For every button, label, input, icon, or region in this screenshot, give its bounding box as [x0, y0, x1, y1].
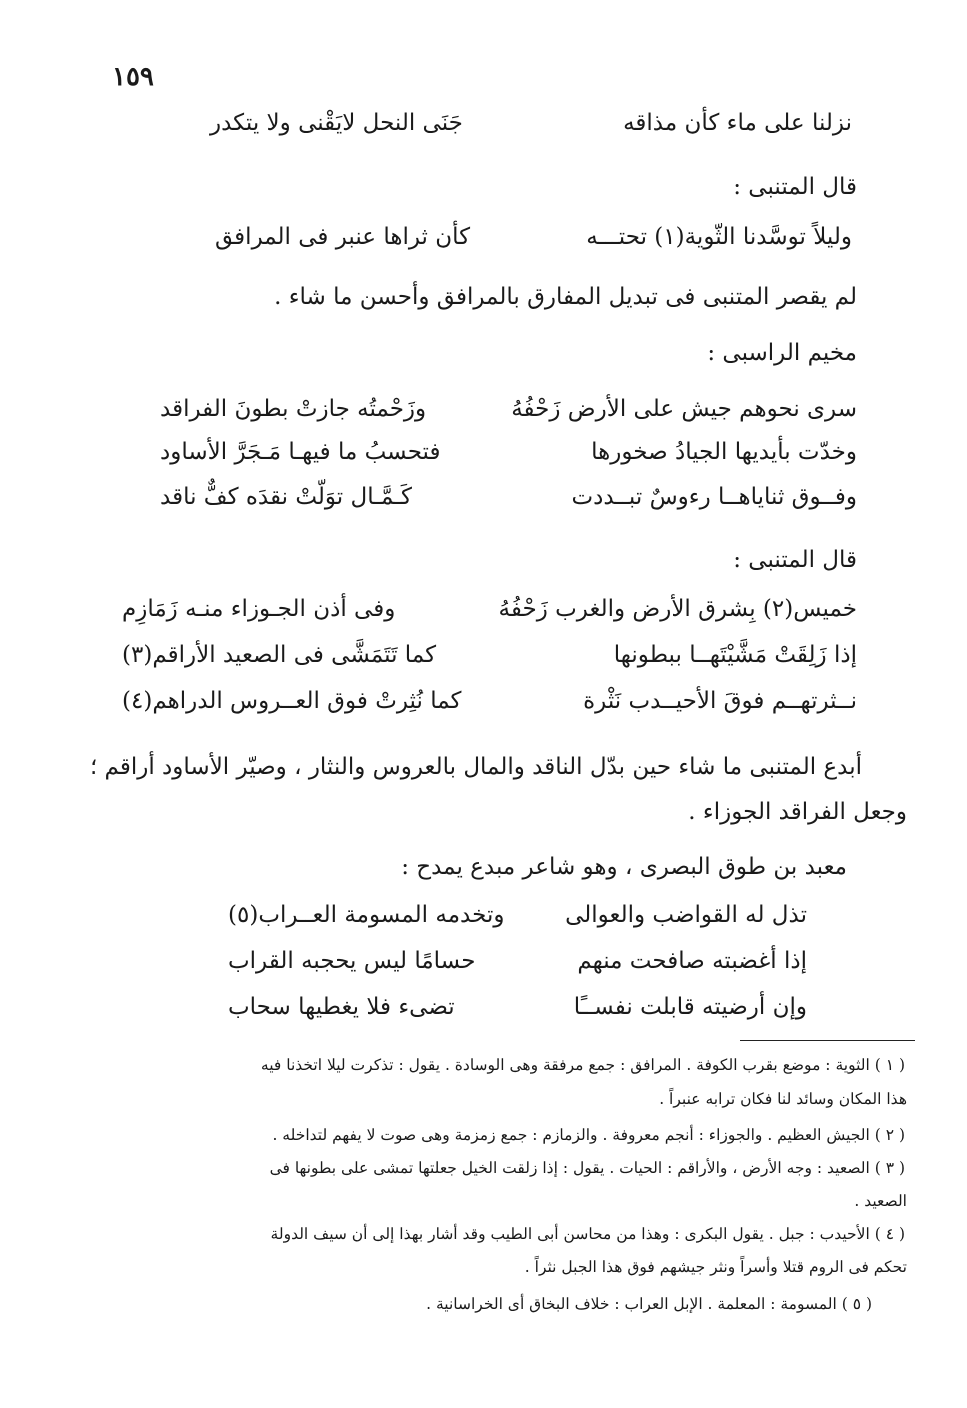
verse-9-left: وتخدمه المسومة العــراب(٥)	[228, 902, 505, 928]
verse-1-left: جَنَى النحل لايَقْنى ولا يتكدر	[210, 110, 463, 136]
commentary-1: لم يقصر المتنبى فى تبديل المفارق بالمرافق وأحسن ما شاء .	[274, 284, 857, 310]
verse-5-left: كَـمَّـال توَلّتْ نقدَه كفٌّ ناقد	[160, 484, 412, 510]
verse-2-left: كأن ثراها عنبر فى المرافق	[215, 224, 471, 250]
verse-10-right: إذا أغضبته صافحت منهم	[577, 948, 807, 974]
verse-2-right: وليلاً توسَّدنا الثّوية(١) تحتـــه	[586, 224, 852, 250]
footnote-1: ( ١ ) الثوية : موضع بقرب الكوفة . المرافق : جمع مرفقة وهى الوسادة . يقول : تذكرت ليلا اتخذنا فيه	[260, 1056, 905, 1074]
verse-3-right: سرى نحوهم جيش على الأرض زَحْفُهُ	[511, 396, 857, 422]
footnote-4: ( ٤ ) الأحيدب : جبل . يقول البكرى : وهذا من محاسن أبى الطيب وقد أشار بهذا إلى أن سيف الدولة	[270, 1225, 905, 1243]
verse-4-left: فتحسبُ ما فيهـا مَـجَرَّ الأساود	[160, 439, 441, 465]
verse-7-left: كما تَتَمَشَّى فى الصعيد الأراقم(٣)	[122, 642, 437, 668]
verse-7-right: إذا زَلِقَتْ مَشَّيْتَهــا ببطونها	[613, 642, 857, 668]
page-number: ١٥٩	[112, 62, 154, 92]
footnote-5: ( ٥ ) المسومة : المعلمة . الإبل العراب : خلاف البخاق أى الخراسانية .	[426, 1295, 872, 1313]
verse-11-left: تضىء فلا يغطيها سحاب	[228, 994, 455, 1020]
heading-mutanabbi-1: قال المتنبى :	[733, 174, 857, 200]
commentary-2: أبدع المتنبى ما شاء حين بدّل الناقد والمال بالعروس والنثار ، وصيّر الأساود أراقم ؛	[89, 754, 862, 780]
footnote-3-cont: الصعيد .	[854, 1192, 907, 1210]
verse-8-right: نــثرتهــم فوقَ الأحيــدب نَثْرة	[583, 688, 857, 714]
verse-10-left: حسامًا ليس يحجبه القراب	[228, 948, 476, 974]
heading-rasibi: مخيم الراسبى :	[707, 340, 857, 366]
verse-8-left: كما نُثِرتْ فوق العــروس الدراهم(٤)	[122, 688, 462, 714]
heading-mabad: معبد بن طوق البصرى ، وهو شاعر مبدع يمدح :	[401, 854, 847, 880]
verse-1-right: نزلنا على ماء كأن مذاقه	[623, 110, 852, 136]
verse-11-right: وإن أرضيته قابلت نفســًا	[573, 994, 807, 1020]
verse-3-left: وزَحْمتُه جازتْ بطونَ الفراقد	[160, 396, 427, 422]
verse-9-right: تذل له القواضب والعوالى	[565, 902, 807, 928]
footnote-3: ( ٣ ) الصعيد : وجه الأرض ، والأراقم : الحيات . يقول : إذا زلقت الخيل جعلتها تمشى على بطونها فى	[269, 1159, 905, 1177]
verse-6-left: وفى أذن الجـوزاء منـه زَمَازِم	[122, 596, 396, 622]
verse-5-right: وفــوق ثناياهــا رءوسٌ تبــددت	[571, 484, 857, 510]
footnote-divider	[740, 1040, 915, 1041]
footnote-2: ( ٢ ) الجيش العظيم . والجوزاء : أنجم معروفة . والزمازم : جمع زمزمة وهى صوت لا يفهم لتداخله .	[272, 1126, 905, 1144]
verse-4-right: وخدّت بأيديها الجيادُ صخورها	[591, 439, 857, 465]
heading-mutanabbi-2: قال المتنبى :	[733, 547, 857, 573]
verse-6-right: خميس(٢) بِشرق الأرض والغرب زَحْفُهُ	[498, 596, 857, 622]
footnote-1-cont: هذا المكان وسائد لنا فكان ترابه عنبراً .	[659, 1090, 907, 1108]
footnote-4-cont: تحكم فى الروم قتلا وأسراً ونثر جيشهم فوق هذا الجبل نثراً .	[524, 1258, 907, 1276]
commentary-2-cont: وجعل الفراقد الجوزاء .	[688, 799, 907, 825]
